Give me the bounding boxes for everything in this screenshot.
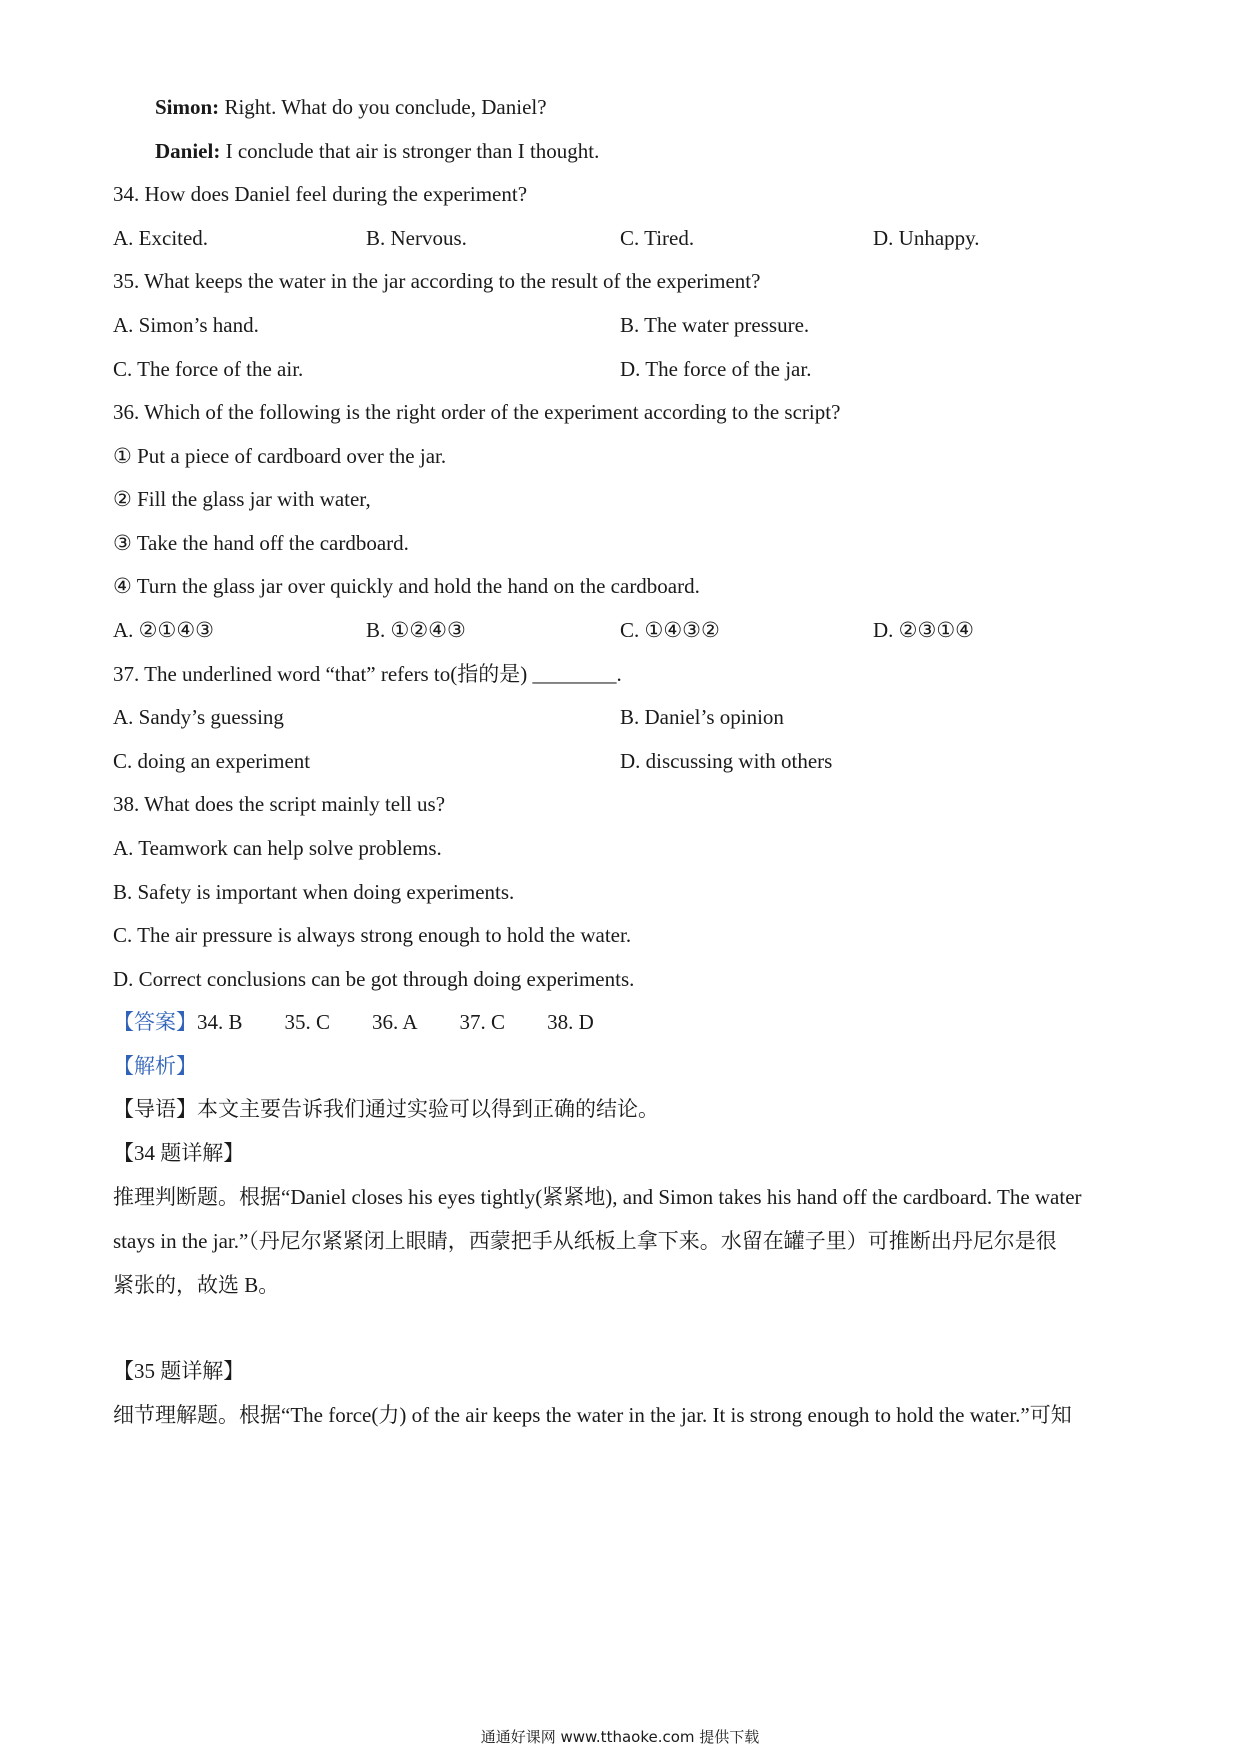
question-34: 34. How does Daniel feel during the experiment? <box>113 182 528 206</box>
q36-step-1: ① Put a piece of cardboard over the jar. <box>113 444 447 468</box>
speaker-name: Daniel: <box>155 139 221 163</box>
question-35: 35. What keeps the water in the jar according to the result of the experiment? <box>113 269 761 293</box>
dialogue-text: Right. What do you conclude, Daniel? <box>219 95 547 119</box>
q38-option-a: A. Teamwork can help solve problems. <box>113 836 442 860</box>
q36-option-a: A. ②①④③ <box>113 618 214 642</box>
q36-option-d: D. ②③①④ <box>873 618 974 642</box>
answer-item: 34. B <box>197 1010 243 1034</box>
q36-step-4: ④ Turn the glass jar over quickly and hold the hand on the cardboard. <box>113 574 700 598</box>
guide-text: 【导语】本文主要告诉我们通过实验可以得到正确的结论。 <box>113 1097 659 1121</box>
detail-34-title: 【34 题详解】 <box>113 1141 245 1165</box>
page-footer: 通通好课网 www.tthaoke.com 提供下载 <box>480 1728 760 1746</box>
detail-35-line-1: 细节理解题。根据“The force(力) of the air keeps the water in the jar. It is strong enough to hold the water.”可知 <box>113 1403 1072 1427</box>
analysis-label: 【解析】 <box>113 1054 197 1078</box>
detail-34-line-2: stays in the jar.”（丹尼尔紧紧闭上眼睛，西蒙把手从纸板上拿下来。水留在罐子里）可推断出丹尼尔是很 <box>113 1229 1057 1253</box>
detail-34-line-1: 推理判断题。根据“Daniel closes his eyes tightly(紧紧地), and Simon takes his hand off the cardboard. The water <box>113 1185 1082 1209</box>
q36-option-b: B. ①②④③ <box>366 618 466 642</box>
detail-34-line-3: 紧张的，故选 B。 <box>113 1273 280 1297</box>
dialogue-line-daniel <box>155 136 599 166</box>
q38-option-c: C. The air pressure is always strong enough to hold the water. <box>113 923 632 947</box>
q34-option-d: D. Unhappy. <box>873 226 980 250</box>
q35-option-d: D. The force of the jar. <box>620 357 812 381</box>
q38-option-d: D. Correct conclusions can be got through doing experiments. <box>113 967 635 991</box>
q36-step-2: ② Fill the glass jar with water, <box>113 487 371 511</box>
question-37: 37. The underlined word “that” refers to(指的是) ________. <box>113 662 622 686</box>
q38-option-b: B. Safety is important when doing experiments. <box>113 880 515 904</box>
q34-option-b: B. Nervous. <box>366 226 467 250</box>
q34-option-a: A. Excited. <box>113 226 209 250</box>
answer-item: 36. A <box>372 1010 418 1034</box>
q35-option-c: C. The force of the air. <box>113 357 304 381</box>
q37-option-a: A. Sandy’s guessing <box>113 705 284 729</box>
question-36: 36. Which of the following is the right order of the experiment according to the script? <box>113 400 841 424</box>
answer-label: 【答案】 <box>113 1010 197 1034</box>
answer-row <box>113 1007 594 1037</box>
detail-35-title: 【35 题详解】 <box>113 1359 245 1383</box>
dialogue-line-simon <box>155 92 547 122</box>
answer-item: 35. C <box>284 1010 331 1034</box>
q35-option-a: A. Simon’s hand. <box>113 313 259 337</box>
q34-option-c: C. Tired. <box>620 226 695 250</box>
q36-option-c: C. ①④③② <box>620 618 720 642</box>
answer-item: 38. D <box>547 1010 594 1034</box>
q37-option-b: B. Daniel’s opinion <box>620 705 784 729</box>
q37-option-d: D. discussing with others <box>620 749 833 773</box>
q37-option-c: C. doing an experiment <box>113 749 311 773</box>
answer-item: 37. C <box>459 1010 506 1034</box>
dialogue-text: I conclude that air is stronger than I thought. <box>220 139 600 163</box>
question-38: 38. What does the script mainly tell us? <box>113 792 446 816</box>
q36-step-3: ③ Take the hand off the cardboard. <box>113 531 409 555</box>
speaker-name: Simon: <box>155 95 220 119</box>
q35-option-b: B. The water pressure. <box>620 313 810 337</box>
